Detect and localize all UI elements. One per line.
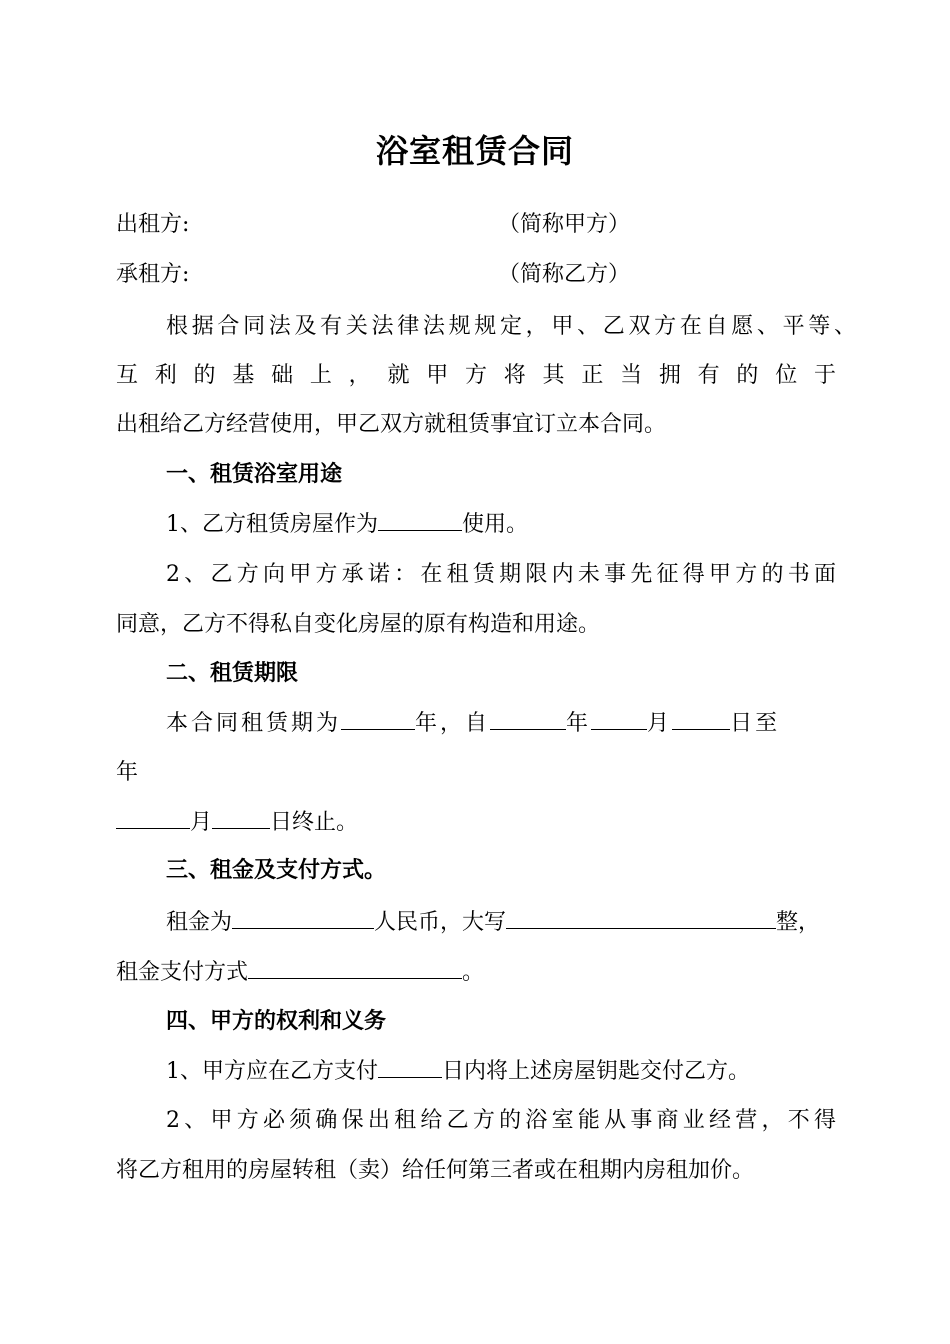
intro-line-1: 根据合同法及有关法律法规规定，甲、乙双方在自愿、平等、 xyxy=(166,314,856,339)
payment-text-e: 。 xyxy=(462,960,485,985)
start-day-blank[interactable] xyxy=(672,709,730,730)
section-3-heading: 三、租金及支付方式。 xyxy=(166,858,387,883)
payment-text-d: 租金支付方式 xyxy=(116,960,249,985)
document-title: 浴室租赁合同 xyxy=(375,132,574,170)
rent-text-c: 整， xyxy=(776,910,821,935)
section-1-heading: 一、租赁浴室用途 xyxy=(166,462,343,487)
section-1-item-1 xyxy=(166,510,528,540)
section-4-item-1-text-b: 日内将上述房屋钥匙交付乙方。 xyxy=(442,1059,751,1084)
section-1-item-2-line-2: 同意，乙方不得私自变化房屋的原有构造和用途。 xyxy=(116,612,601,637)
section-4-item-1-text-a: 1、甲方应在乙方支付 xyxy=(166,1059,378,1084)
section-4-item-2-line-2: 将乙方租用的房屋转租（卖）给任何第三者或在租期内房租加价。 xyxy=(116,1158,755,1183)
section-4-item-1 xyxy=(166,1057,750,1087)
section-2-heading: 二、租赁期限 xyxy=(166,661,299,686)
term-text-c: 年 xyxy=(566,711,592,736)
term-text-e: 日至 xyxy=(730,711,781,736)
start-year-blank[interactable] xyxy=(490,709,566,730)
rent-text-b: 人民币，大写 xyxy=(374,910,507,935)
intro-line-2: 互利的基础上，就甲方将其正当拥有的位于 xyxy=(116,363,836,388)
intro-line-3: 出租给乙方经营使用，甲乙双方就租赁事宜订立本合同。 xyxy=(116,412,667,437)
section-4-item-2-line-1: 2、甲方必须确保出租给乙方的浴室能从事商业经营，不得 xyxy=(166,1108,836,1133)
section-1-item-1-text-a: 1、乙方租赁房屋作为 xyxy=(166,512,378,537)
key-days-blank[interactable] xyxy=(378,1057,442,1078)
lessee-abbreviation: （简称乙方） xyxy=(498,262,631,287)
section-2-year-label: 年 xyxy=(116,760,139,785)
lessee-label: 承租方: xyxy=(116,262,190,287)
section-2-term-line xyxy=(166,709,780,739)
rent-text-a: 租金为 xyxy=(166,910,233,935)
term-text-h: 日终止。 xyxy=(270,810,359,835)
section-1-item-2-line-1: 2、乙方向甲方承诺：在租赁期限内未事先征得甲方的书面 xyxy=(166,562,836,587)
rent-amount-blank[interactable] xyxy=(232,908,374,929)
term-years-blank[interactable] xyxy=(341,709,415,730)
lessor-abbreviation: （简称甲方） xyxy=(498,212,631,237)
section-1-item-1-text-b: 使用。 xyxy=(462,512,529,537)
section-4-heading: 四、甲方的权利和义务 xyxy=(166,1009,387,1034)
section-3-payment-line xyxy=(116,958,484,988)
rent-amount-words-blank[interactable] xyxy=(506,908,776,929)
term-text-b: 年，自 xyxy=(415,711,491,736)
term-text-a: 本合同租赁期为 xyxy=(166,711,342,736)
start-month-blank[interactable] xyxy=(591,709,647,730)
section-2-end-line xyxy=(116,808,358,838)
term-text-d: 月 xyxy=(647,711,673,736)
payment-method-blank[interactable] xyxy=(248,958,462,979)
lessor-label: 出租方: xyxy=(116,212,190,237)
term-text-g: 月 xyxy=(190,810,213,835)
end-month-blank[interactable] xyxy=(116,808,190,829)
section-3-rent-line xyxy=(166,908,820,938)
usage-blank[interactable] xyxy=(378,510,462,531)
end-day-blank[interactable] xyxy=(212,808,270,829)
